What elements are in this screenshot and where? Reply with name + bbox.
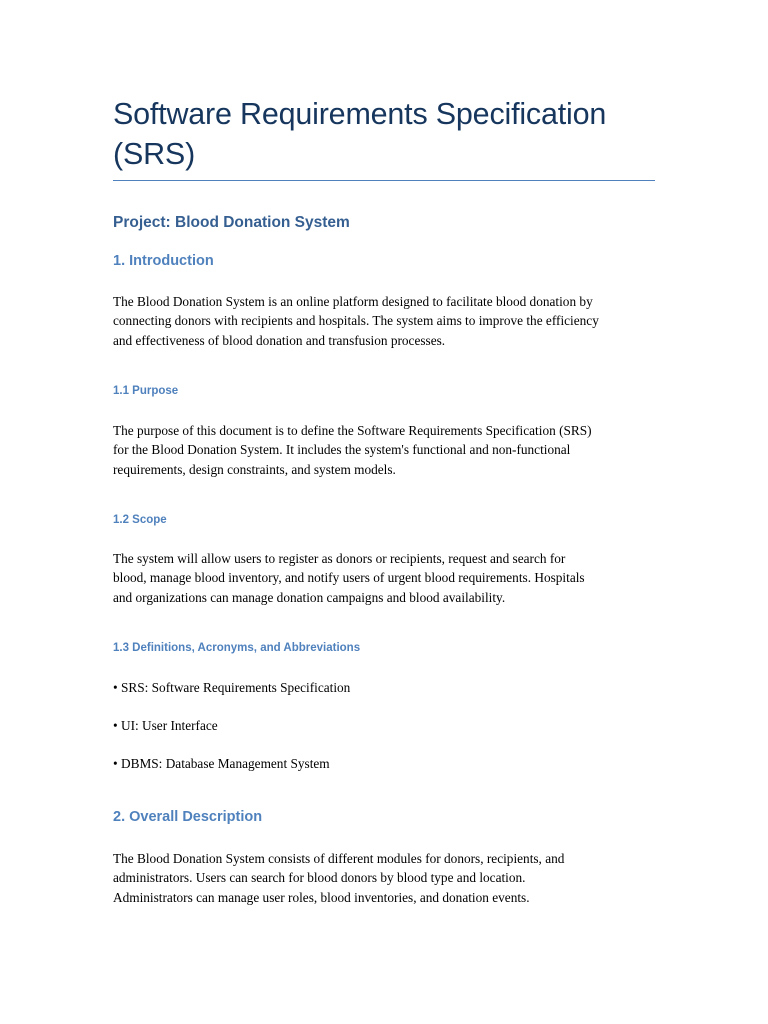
paragraph-introduction bbox=[113, 292, 658, 350]
project-heading: Project: Blood Donation System bbox=[113, 214, 350, 231]
paragraph-line: The Blood Donation System consists of different modules for donors, recipients, and bbox=[113, 851, 565, 866]
paragraph-line: blood, manage blood inventory, and notify users of urgent blood requirements. Hospitals bbox=[113, 570, 585, 586]
paragraph-line: for the Blood Donation System. It includes the system's functional and non-functional bbox=[113, 442, 571, 458]
paragraph-overall-description bbox=[113, 849, 658, 907]
paragraph-line: Administrators can manage user roles, blood inventories, and donation events. bbox=[113, 889, 530, 905]
paragraph-line: The Blood Donation System is an online platform designed to facilitate blood donation by bbox=[113, 294, 593, 309]
paragraph-purpose bbox=[113, 421, 658, 479]
section-heading-overall-description: 2. Overall Description bbox=[113, 809, 263, 825]
paragraph-line: requirements, design constraints, and system models. bbox=[113, 461, 396, 477]
subsection-heading-purpose: 1.1 Purpose bbox=[113, 385, 179, 397]
subsection-heading-definitions: 1.3 Definitions, Acronyms, and Abbreviations bbox=[113, 642, 361, 654]
paragraph-line: The purpose of this document is to define the Software Requirements Specification (SRS) bbox=[113, 423, 592, 438]
paragraph-scope bbox=[113, 549, 658, 607]
document-title-line-1: Software Requirements Specification bbox=[113, 97, 607, 131]
definition-list-item: • DBMS: Database Management System bbox=[113, 756, 330, 771]
section-heading-introduction: 1. Introduction bbox=[113, 253, 214, 269]
definition-list-item: • SRS: Software Requirements Specification bbox=[113, 680, 351, 695]
paragraph-line: connecting donors with recipients and hospitals. The system aims to improve the efficiency bbox=[113, 313, 599, 329]
title-underline-rule bbox=[113, 180, 655, 181]
document-title bbox=[113, 94, 673, 174]
paragraph-line: The system will allow users to register as donors or recipients, request and search for bbox=[113, 551, 566, 566]
subsection-heading-scope: 1.2 Scope bbox=[113, 514, 167, 526]
paragraph-line: and organizations can manage donation campaigns and blood availability. bbox=[113, 589, 506, 605]
paragraph-line: and effectiveness of blood donation and transfusion processes. bbox=[113, 332, 446, 348]
definition-list-item: • UI: User Interface bbox=[113, 718, 218, 733]
document-title-line-2: (SRS) bbox=[113, 137, 196, 171]
paragraph-line: administrators. Users can search for blood donors by blood type and location. bbox=[113, 870, 526, 886]
